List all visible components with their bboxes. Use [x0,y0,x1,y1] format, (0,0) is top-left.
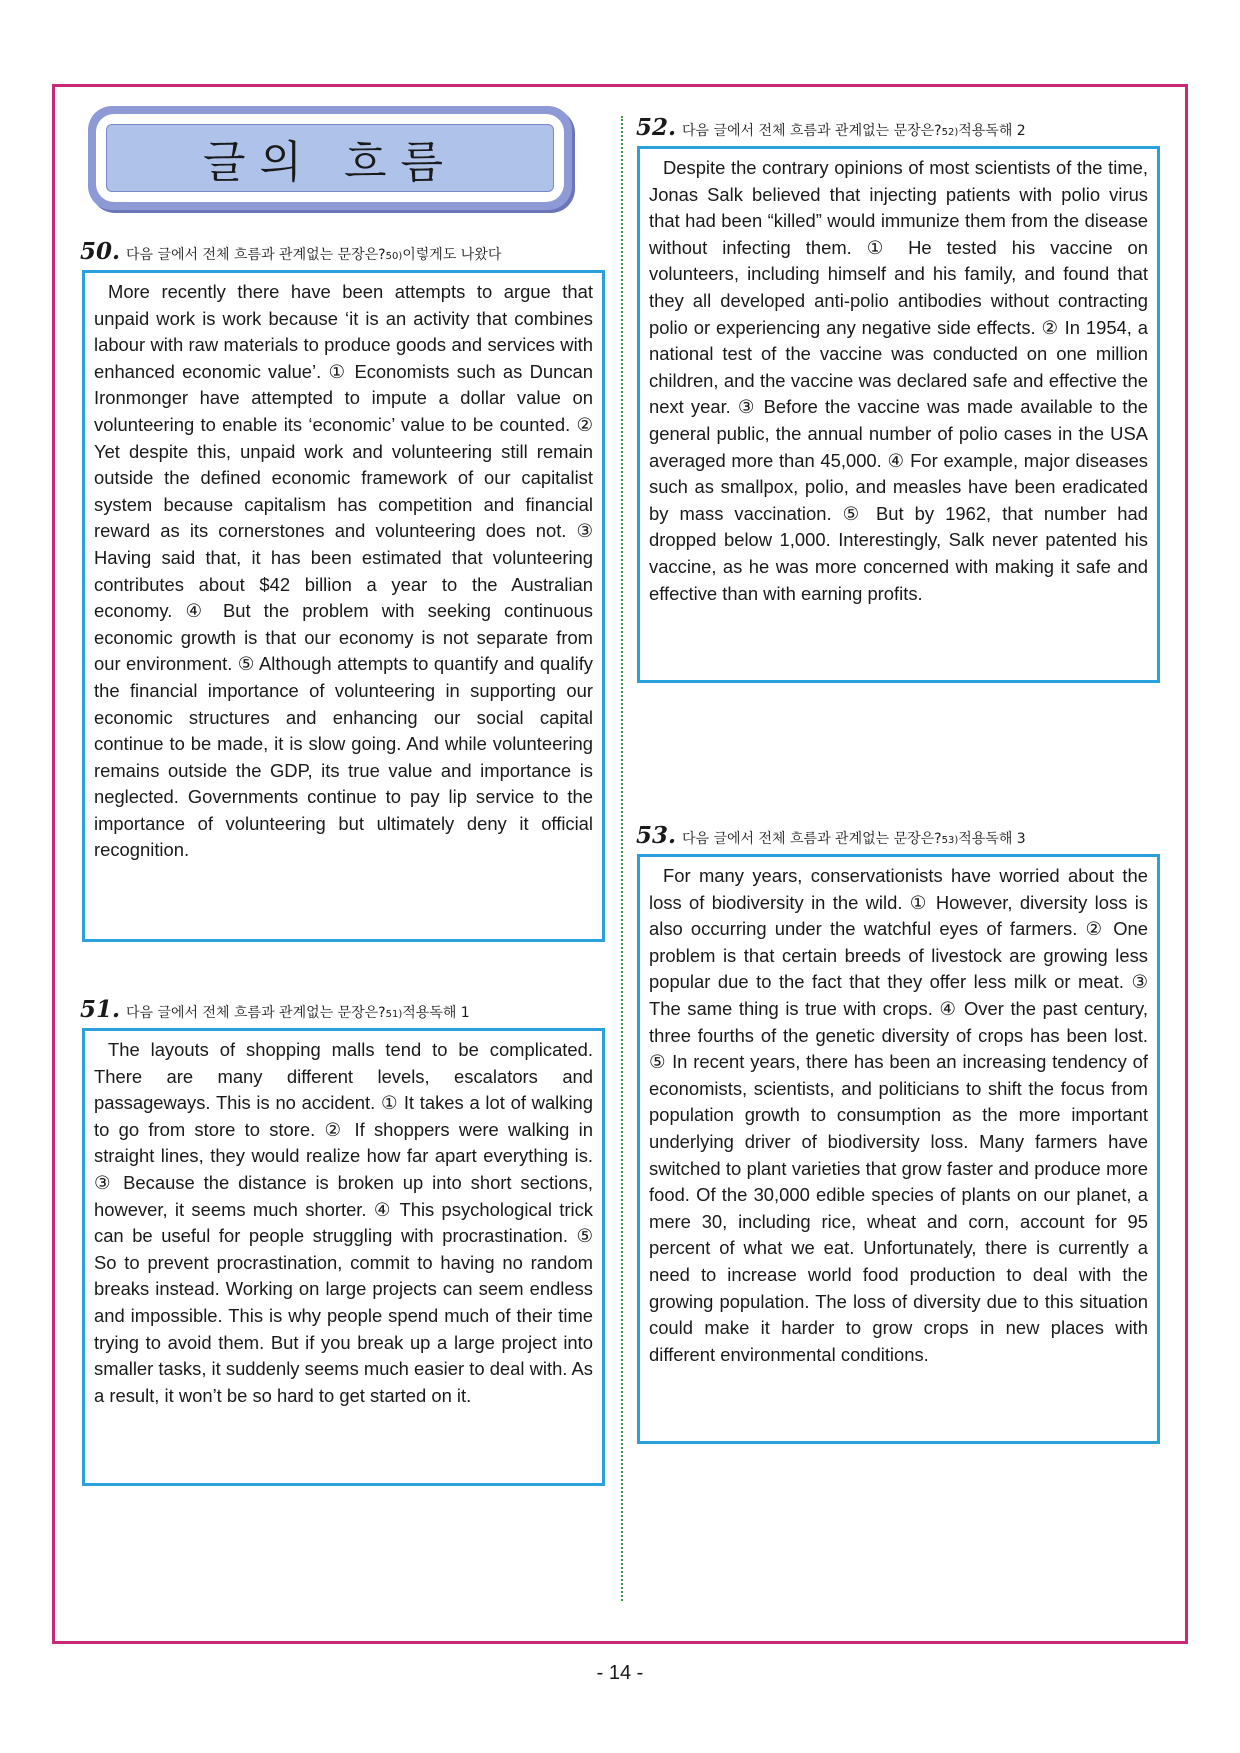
question-number: 53. [636,822,677,849]
page-number: - 14 - [596,1662,644,1684]
question-source: 이렇게도 나왔다 [402,247,502,263]
question-prompt: 다음 글에서 전체 흐름과 관계없는 문장은? [126,247,386,263]
section-title: 글의 흐름 [202,137,457,188]
question-52-passage-box [637,146,1160,683]
question-50-passage-box [82,270,605,942]
question-number: 50. [80,238,121,265]
footnote-ref: 52) [941,127,959,138]
passage-text: For many years, conservationists have worried about the loss of biodiversity in the wild. ① However, diversity loss is also occurring under the watchful eyes of farmers. ② One problem is that certain breeds of livestock are growing less popular due to the fact that they offer less milk or meat. ③ The same thing is true with crops. ④ Over the past century, three fourths of the genetic diversity of crops has been lost. ⑤ In recent years, there has been an increasing tendency of economists, scientists, and politicians to shift the focus from population growth to consumption as the more important underlying driver of biodiversity loss. Many farmers have switched to plant varieties that grow faster and produce more food. Of the 30,000 edible species of plants on our planet, a mere 30, including rice, wheat and corn, account for 95 percent of what we eat. Unfortunately, there is currently a need to increase world food production to deal with the growing population. The loss of diversity due to this situation could make it harder to grow crops in new places with different environmental conditions. [649,865,1148,1365]
question-52-header [636,114,1026,141]
question-prompt: 다음 글에서 전체 흐름과 관계없는 문장은? [682,123,942,139]
passage-text: The layouts of shopping malls tend to be complicated. There are many different levels, escalators and passageways. This is no accident. ① It takes a lot of walking to go from store to store. ② If shoppers were walking in straight lines, they would realize how far apart everything is. ③ Because the distance is broken up into short sections, however, it seems much shorter. ④ This psychological trick can be useful for people struggling with procrastination. ⑤ So to prevent procrastination, commit to having no random breaks instead. Working on large projects can seem endless and impossible. This is why people spend much of their time trying to avoid them. But if you break up a large project into smaller tasks, it suddenly seems much easier to deal with. As a result, it won’t be so hard to get started on it. [94,1039,593,1406]
passage-text: More recently there have been attempts to argue that unpaid work is work because ‘it is an activity that combines labour with raw materials to produce goods and services with enhanced economic value’. ① Economists such as Duncan Ironmonger have attempted to impute a dollar value on volunteering to enable its ‘economic’ value to be counted. ② Yet despite this, unpaid work and volunteering still remain outside the defined economic framework of our capitalist system because capitalism has competition and financial reward as its cornerstones and volunteering does not. ③ Having said that, it has been estimated that volunteering contributes about $42 billion a year to the Australian economy. ④ But the problem with seeking continuous economic growth is that our economy is not separate from our environment. ⑤ Although attempts to quantify and qualify the financial importance of volunteering in supporting our economic structures and enhancing our social capital continue to be made, it is slow going. And while volunteering remains outside the GDP, its true value and importance is neglected. Governments continue to pay lip service to the importance of volunteering but ultimately deny it official recognition. [94,281,593,861]
question-53-passage-box [637,854,1160,1444]
question-51-header [80,996,470,1023]
footnote-ref: 50) [385,251,403,262]
passage-text: Despite the contrary opinions of most scientists of the time, Jonas Salk believed that injecting patients with polio virus that had been “killed” would immunize them from the disease without infecting them. ① He tested his vaccine on volunteers, including himself and his family, and found that they all developed anti-polio antibodies without contracting polio or experiencing any negative side effects. ② In 1954, a national test of the vaccine was conducted on one million children, and the vaccine was declared safe and effective the next year. ③ Before the vaccine was made available to the general public, the annual number of polio cases in the USA averaged more than 45,000. ④ For example, major diseases such as smallpox, polio, and measles have been eradicated by mass vaccination. ⑤ But by 1962, that number had dropped below 1,000. Interestingly, Salk never patented his vaccine, as he was more concerned with making it safe and effective than with earning profits. [649,157,1148,604]
question-51-passage-box [82,1028,605,1486]
question-source: 적용독해 2 [958,123,1026,139]
question-prompt: 다음 글에서 전체 흐름과 관계없는 문장은? [682,831,942,847]
question-53-header [636,822,1026,849]
footnote-ref: 51) [385,1009,403,1020]
question-source: 적용독해 3 [958,831,1026,847]
question-source: 적용독해 1 [402,1005,470,1021]
footnote-ref: 53) [941,835,959,846]
question-prompt: 다음 글에서 전체 흐름과 관계없는 문장은? [126,1005,386,1021]
question-number: 51. [80,996,121,1023]
section-banner [88,106,572,210]
question-50-header [80,238,501,265]
column-divider [621,116,623,1601]
question-number: 52. [636,114,677,141]
